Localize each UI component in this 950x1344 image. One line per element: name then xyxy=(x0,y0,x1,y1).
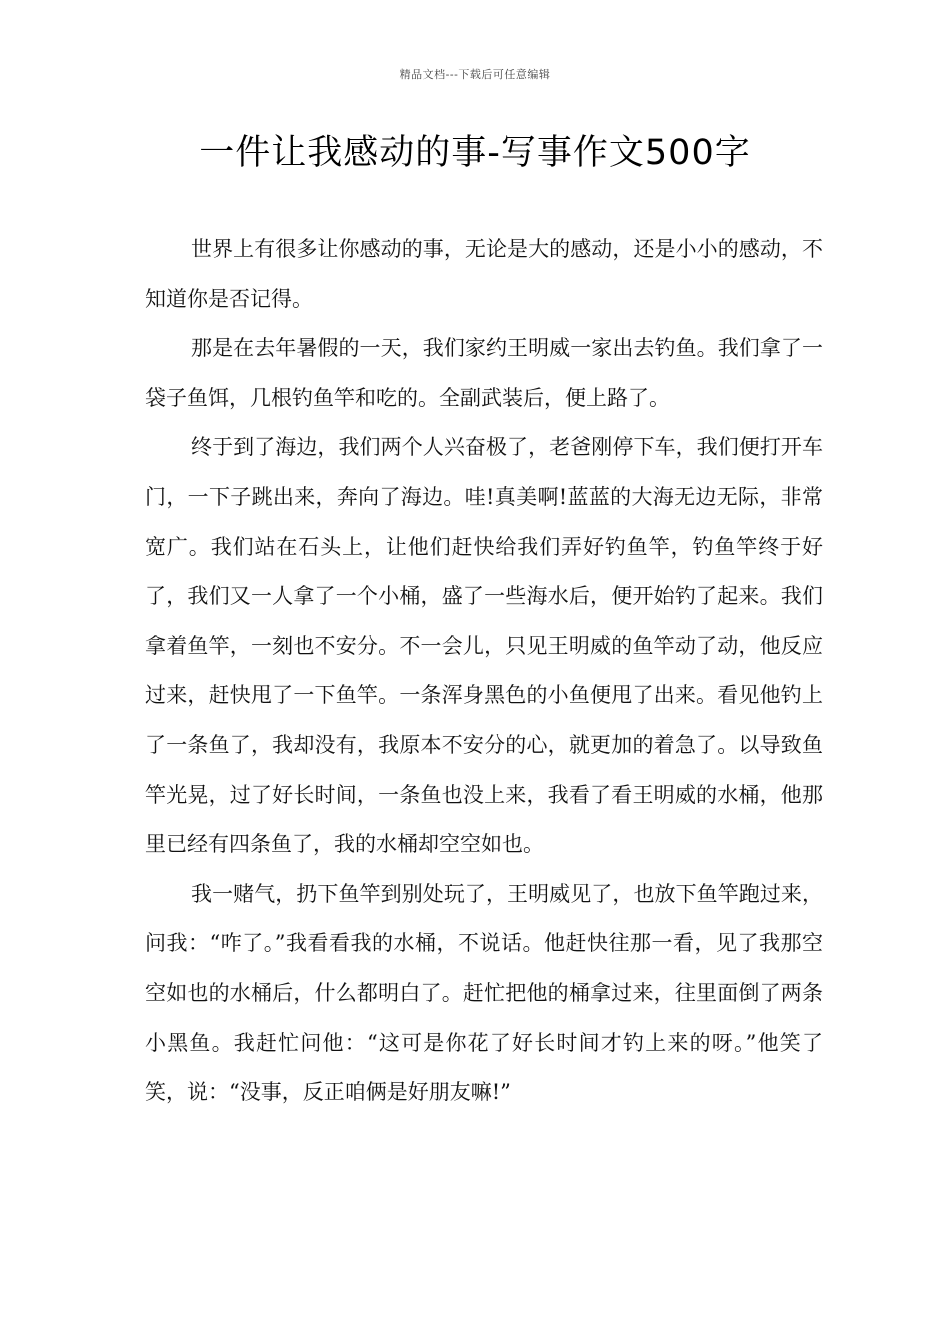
paragraph: 我一赌气，扔下鱼竿到别处玩了，王明威见了，也放下鱼竿跑过来，问我：“咋了。”我看看我的水桶，不说话。他赶快往那一看，见了我那空空如也的水桶后，什么都明白了。赶忙把他的桶拿过来，往里面倒了两条小黑鱼。我赶忙问他：“这可是你花了好长时间才钓上来的呀。”他笑了笑，说：“没事，反正咱俩是好朋友嘛!” xyxy=(145,881,823,1105)
document-body xyxy=(145,225,823,1118)
paragraph: 终于到了海边，我们两个人兴奋极了，老爸刚停下车，我们便打开车门，一下子跳出来，奔向了海边。哇!真美啊!蓝蓝的大海无边无际，非常宽广。我们站在石头上，让他们赶快给我们弄好钓鱼竿，钓鱼竿终于好了，我们又一人拿了一个小桶，盛了一些海水后，便开始钓了起来。我们拿着鱼竿，一刻也不安分。不一会儿，只见王明威的鱼竿动了动，他反应过来，赶快甩了一下鱼竿。一条浑身黑色的小鱼便甩了出来。看见他钓上了一条鱼了，我却没有，我原本不安分的心，就更加的着急了。以导致鱼竿光晃，过了好长时间，一条鱼也没上来，我看了看王明威的水桶，他那里已经有四条鱼了，我的水桶却空空如也。 xyxy=(145,435,823,857)
document-title: 一件让我感动的事-写事作文500字 xyxy=(199,133,751,173)
paragraph: 那是在去年暑假的一天，我们家约王明威一家出去钓鱼。我们拿了一袋子鱼饵，几根钓鱼竿和吃的。全副武装后，便上路了。 xyxy=(145,336,823,410)
paragraph: 世界上有很多让你感动的事，无论是大的感动，还是小小的感动，不知道你是否记得。 xyxy=(145,237,823,311)
header-note: 精品文档---下载后可任意编辑 xyxy=(399,68,551,81)
